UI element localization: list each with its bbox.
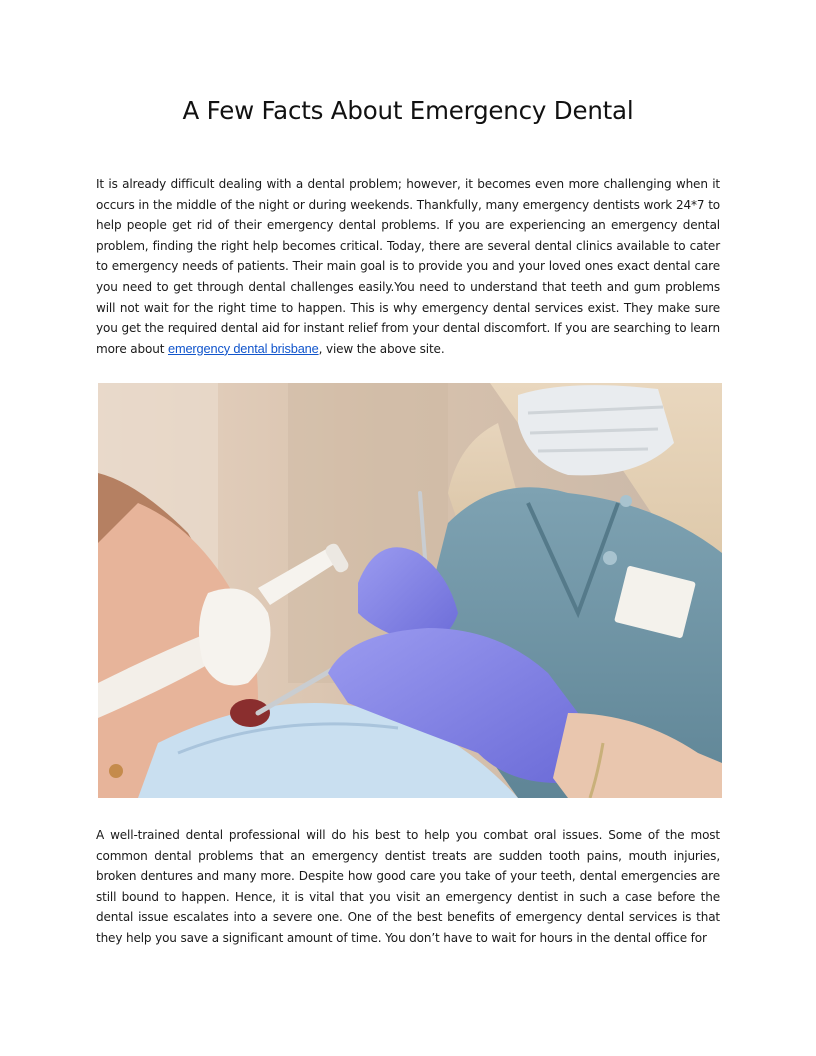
dental-treatment-photo	[98, 383, 722, 798]
benefits-paragraph: A well-trained dental professional will do his best to help you combat oral issues. Some of the most common dental problems that an emergency dentist treats are sudden tooth pains, mouth injuries, broken dentures and many more. Despite how good care you take of your teeth, dental emergencies are still bound to happen. Hence, it is vital that you visit an emergency dentist in such a case before the dental issue escalates into a severe one. One of the best benefits of emergency dental services is that they help you save a significant amount of time. You don’t have to wait for hours in the dental office for	[96, 828, 720, 945]
intro-text: It is already difficult dealing with a dental problem; however, it becomes even more challenging when it occurs in the middle of the night or during weekends. Thankfully, many emergency dentists work 24*7 to help people get rid of their emergency dental problems. If you are experiencing an emergency dental problem, finding the right help becomes critical. Today, there are several dental clinics available to cater to emergency needs of patients. Their main goal is to provide you and your loved ones exact dental care you need to get through dental challenges easily.You need to understand that teeth and gum problems will not wait for the right time to happen. This is why emergency dental services exist. They make sure you get the required dental aid for instant relief from your dental discomfort. If you are searching to learn more about	[96, 177, 720, 356]
intro-text-end: , view the above site.	[318, 341, 445, 356]
intro-paragraph	[96, 174, 720, 359]
page-title: A Few Facts About Emergency Dental	[182, 96, 634, 125]
emergency-dental-brisbane-link[interactable]: emergency dental brisbane	[167, 340, 319, 356]
